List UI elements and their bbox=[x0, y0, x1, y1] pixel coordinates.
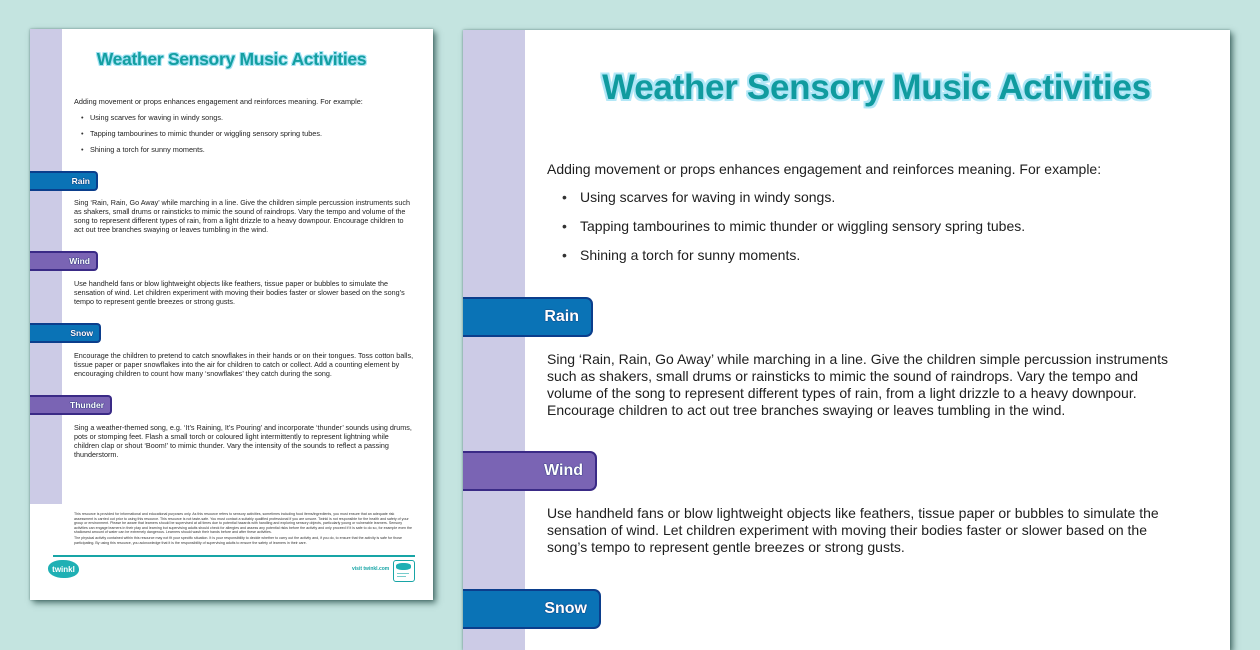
section-heading-snow: Snow bbox=[463, 589, 601, 629]
quality-badge-icon bbox=[393, 560, 415, 582]
twinkl-logo: twinkl bbox=[48, 560, 79, 578]
page-zoomed-view bbox=[463, 30, 1230, 650]
intro-text: Adding movement or props enhances engagement and reinforces meaning. For example: bbox=[74, 97, 363, 106]
bullet-icon: • bbox=[81, 113, 84, 122]
disclaimer-paragraph: The physical activity contained within this resource may not fit your specific situation. It is your responsibility to decide whether to carry out the activity and, if you do, to ensure that the activity is safe for those participating. By using this resource, you acknowledge that it is the responsibility of supervising adults to ensure the safety of learners in their care. bbox=[74, 535, 402, 545]
intro-text: Adding movement or props enhances engagement and reinforces meaning. For example: bbox=[547, 161, 1102, 177]
section-heading-wind: Wind bbox=[30, 251, 98, 271]
bullet-item: Using scarves for waving in windy songs. bbox=[580, 189, 836, 205]
bullet-icon: • bbox=[81, 129, 84, 138]
disclaimer-paragraph: This resource is provided for informational and educational purposes only. As this resource refers to sensory activities, sometimes including food items/ingredients, you must ensure that an adequate risk assessment is carried out prior to using this resource. This resource is not taste-safe. You must contact a suitably qualified professional if you are unsure. Twinkl is not responsible for the health and safety of your group or environment. Please be aware that learners should be supervised at all times due to potential hazards with handling and exploring sensory objects, particularly young or vulnerable learners. Sensory activities can engage learners in their play and learning but supervising adults should check for allergies and assess any potential risks before the activity and only proceed if it is safe to do so, for example even the shallowest amount of water can be extremely dangerous. Learners should wash their hands before and after these activities. bbox=[74, 512, 413, 535]
section-text-rain: Sing ‘Rain, Rain, Go Away’ while marching in a line. Give the children simple percussion instruments such as shakers, small drums or rainsticks to mimic the sound of raindrops. Vary the tempo and volume of the song to represent different types of rain, from a light drizzle to a heavy downpour. Encourage children to act out tree branches swaying or leaves tumbling in the wind. bbox=[547, 351, 1168, 418]
bullet-item: Using scarves for waving in windy songs. bbox=[90, 113, 224, 122]
footer-divider bbox=[53, 555, 415, 557]
page-preview-thumbnail bbox=[30, 29, 433, 600]
disclaimer bbox=[74, 512, 414, 545]
bullet-icon: • bbox=[562, 218, 567, 234]
section-heading-snow: Snow bbox=[30, 323, 101, 343]
section-heading-wind: Wind bbox=[463, 451, 597, 491]
section-text-thunder: Sing a weather-themed song, e.g. ‘It’s Raining, It’s Pouring’ and incorporate ‘thunder’ sounds using drums, pots or stomping feet. Flash a small torch or coloured light intermittently to represent lightning while children clap or shout ‘Boom!’ to mimic thunder. Vary the intensity of the sounds to reflect a passing thunderstorm. bbox=[74, 423, 412, 459]
section-heading-rain: Rain bbox=[30, 171, 98, 191]
section-text-snow: Encourage the children to pretend to catch snowflakes in their hands or on their tongues. Toss cotton balls, tissue paper or paper snowflakes into the air for children to catch or collect. Add a counting element by encouraging children to count how many ‘snowflakes’ they catch during the song. bbox=[74, 351, 414, 378]
bullet-icon: • bbox=[562, 247, 567, 263]
bullet-icon: • bbox=[562, 189, 567, 205]
section-text-rain: Sing ‘Rain, Rain, Go Away’ while marching in a line. Give the children simple percussion instruments such as shakers, small drums or rainsticks to mimic the sound of raindrops. Vary the tempo and volume of the song to represent different types of rain, from a light drizzle to a heavy downpour. Encourage children to act out tree branches swaying or leaves tumbling in the wind. bbox=[74, 198, 410, 234]
bullet-item: Tapping tambourines to mimic thunder or wiggling sensory spring tubes. bbox=[90, 129, 322, 138]
bullet-item: Shining a torch for sunny moments. bbox=[90, 145, 205, 154]
section-text-wind: Use handheld fans or blow lightweight objects like feathers, tissue paper or bubbles to simulate the sensation of wind. Let children experiment with moving their bodies faster or slower based on the song’s tempo to represent gentle breezes or strong gusts. bbox=[74, 279, 405, 306]
section-text-wind: Use handheld fans or blow lightweight objects like feathers, tissue paper or bubbles to simulate the sensation of wind. Let children experiment with moving their bodies faster or slower based on the song’s tempo to represent gentle breezes or strong gusts. bbox=[547, 505, 1159, 555]
bullet-icon: • bbox=[81, 145, 84, 154]
left-margin-stripe bbox=[463, 30, 525, 650]
section-heading-rain: Rain bbox=[463, 297, 593, 337]
document-title: Weather Sensory Music Activities bbox=[602, 68, 1151, 107]
document-title: Weather Sensory Music Activities bbox=[96, 49, 367, 69]
bullet-item: Shining a torch for sunny moments. bbox=[580, 247, 801, 263]
section-heading-thunder: Thunder bbox=[30, 395, 112, 415]
bullet-item: Tapping tambourines to mimic thunder or wiggling sensory spring tubes. bbox=[580, 218, 1026, 234]
visit-link: visit twinkl.com bbox=[352, 566, 390, 572]
